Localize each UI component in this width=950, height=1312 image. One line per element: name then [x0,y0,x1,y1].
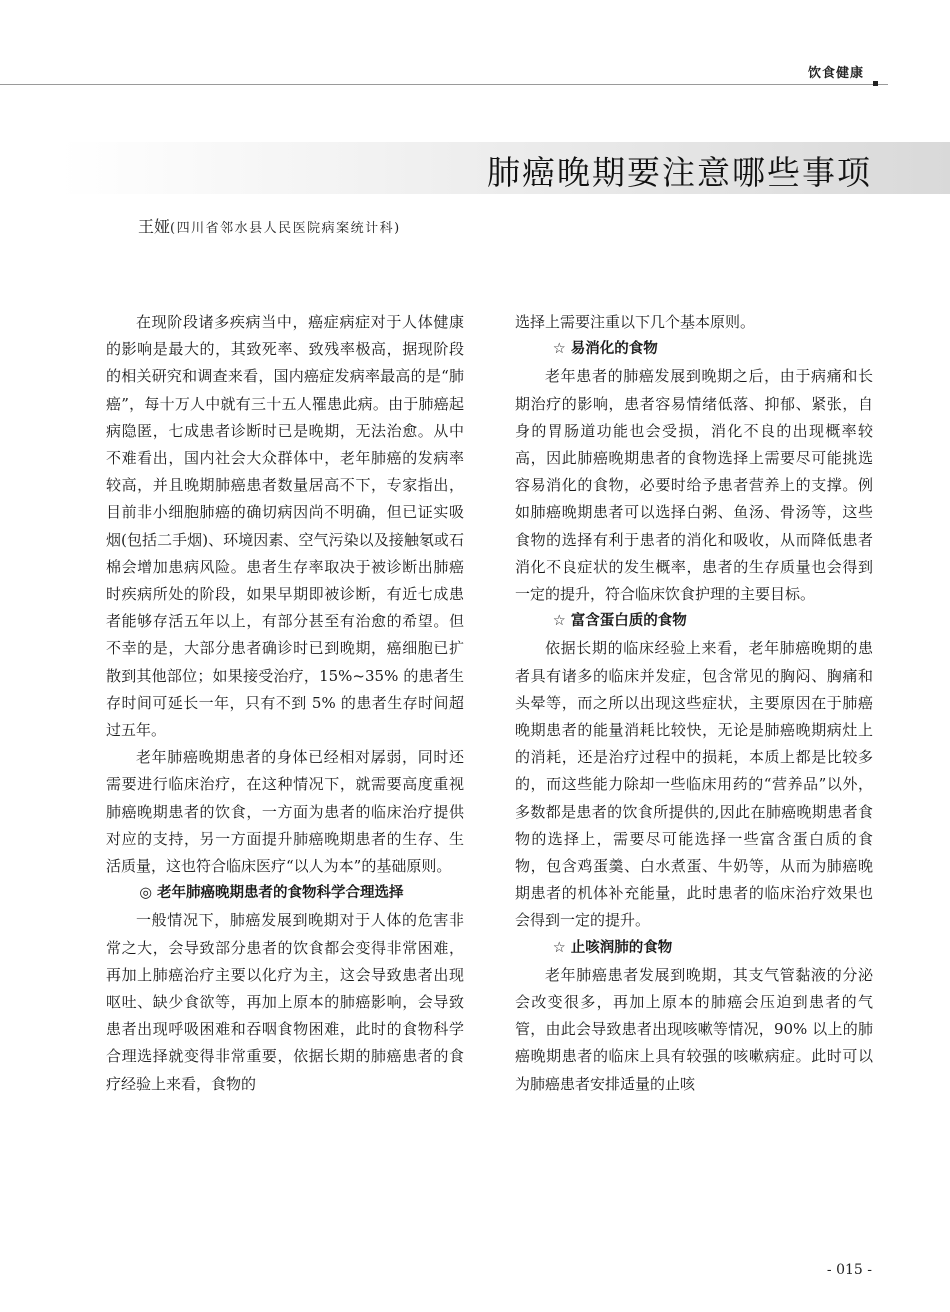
subheading: ☆ 富含蛋白质的食物 [552,613,687,630]
byline [138,214,401,237]
right-column [515,309,873,1098]
paragraph: 老年患者的肺癌发展到晚期之后，由于病痛和长期治疗的影响，患者容易情绪低落、抑郁、紧张，自身的胃肠道功能也会受损，消化不良的出现概率较高，因此肺癌晚期患者的食物选择上需要尽可能挑选容易消化的食物，必要时给予患者营养上的支撑。例如肺癌晚期患者可以选择白粥、鱼汤、骨汤等，这些食物的选择有利于患者的消化和吸收，从而降低患者消化不良症状的发生概率，患者的生存质量也会得到一定的提升，符合临床饮食护理的主要目标。 [515,367,873,604]
paragraph: 在现阶段诸多疾病当中，癌症病症对于人体健康的影响是最大的，其致死率、致残率极高，据现阶段的相关研究和调查来看，国内癌症发病率最高的是“肺癌”，每十万人中就有三十五人罹患此病。由于肺癌起病隐匿，七成患者诊断时已是晚期，无法治愈。从中不难看出，国内社会大众群体中，老年肺癌的发病率较高，并且晚期肺癌患者数量居高不下，专家指出，目前非小细胞肺癌的确切病因尚不明确，但已证实吸烟(包括二手烟)、环境因素、空气污染以及接触氡或石棉会增加患病风险。患者生存率取决于被诊断出肺癌时疾病所处的阶段，如果早期即被诊断，有近七成患者能够存活五年以上，有部分甚至有治愈的希望。但不幸的是，大部分患者确诊时已到晚期，癌细胞已扩散到其他部位；如果接受治疗，15%~35% 的患者生存时间可延长一年，只有不到 5% 的患者生存时间超过五年。 [106,313,464,740]
header-rule [0,84,888,85]
paragraph-continued: 选择上需要注重以下几个基本原则。 [515,313,756,331]
paragraph: 老年肺癌患者发展到晚期，其支气管黏液的分泌会改变很多，再加上原本的肺癌会压迫到患者的气管，由此会导致患者出现咳嗽等情况，90% 以上的肺癌晚期患者的临床上具有较强的咳嗽病症。此时可以为肺癌患者安排适量的止咳 [515,965,873,1093]
article-title: 肺癌晚期要注意哪些事项 [487,153,872,192]
paragraph: 老年肺癌晚期患者的身体已经相对孱弱，同时还需要进行临床治疗，在这种情况下，就需要高度重视肺癌晚期患者的饮食，一方面为患者的临床治疗提供对应的支持，另一方面提升肺癌晚期患者的生存、生活质量，这也符合临床医疗“以人为本”的基础原则。 [106,748,464,876]
page-number: - 015 - [826,1262,872,1278]
author-name: 王娅 [138,217,171,236]
subheading: ☆ 止咳润肺的食物 [552,939,673,956]
paragraph: 一般情况下，肺癌发展到晚期对于人体的危害非常之大，会导致部分患者的饮食都会变得非常困难，再加上肺癌治疗主要以化疗为主，这会导致患者出现呕吐、缺少食欲等，再加上原本的肺癌影响，会导致患者出现呼吸困难和吞咽食物困难，此时的食物科学合理选择就变得非常重要，依据长期的肺癌患者的食疗经验上来看，食物的 [106,911,464,1093]
section-label: 饮食健康 [807,66,864,81]
paragraph: 依据长期的临床经验上来看，老年肺癌晚期的患者具有诸多的临床并发症，包含常见的胸闷、胸痛和头晕等，而之所以出现这些症状，主要原因在于肺癌晚期患者的能量消耗比较快，无论是肺癌晚期病灶上的消耗，还是治疗过程中的损耗，本质上都是比较多的，而这些能力除却一些临床用药的“营养品”以外，多数都是患者的饮食所提供的,因此在肺癌晚期患者食物的选择上，需要尽可能选择一些富含蛋白质的食物，包含鸡蛋羹、白水煮蛋、牛奶等，从而为肺癌晚期患者的机体补充能量，此时患者的临床治疗效果也会得到一定的提升。 [515,639,873,930]
subheading: ☆ 易消化的食物 [552,341,658,358]
left-column [106,309,464,1098]
section-heading: ◎ 老年肺癌晚期患者的食物科学合理选择 [139,885,404,902]
section-marker [873,81,878,86]
author-affiliation: (四川省邻水县人民医院病案统计科) [170,221,401,236]
